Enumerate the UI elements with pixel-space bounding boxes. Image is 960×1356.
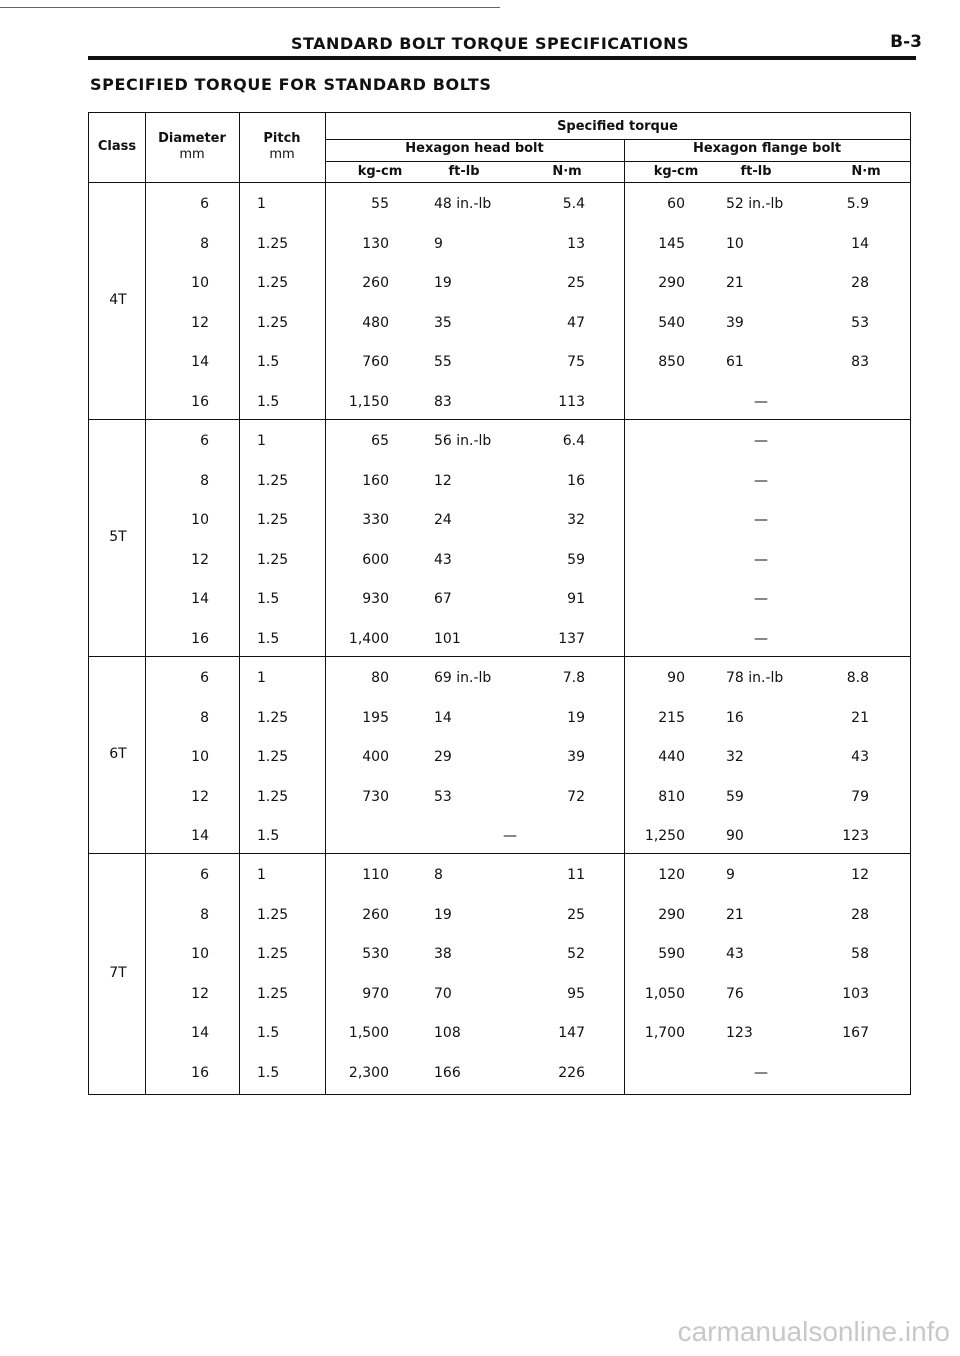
- table-cell: 166: [434, 1064, 461, 1081]
- table-cell: 110: [362, 867, 389, 883]
- table-cell: 1.25: [257, 472, 289, 489]
- table-cell: 52 in.-lb: [726, 196, 784, 212]
- table-cell: 43: [726, 946, 744, 962]
- group-divider: [89, 656, 910, 657]
- table-cell: 1.25: [257, 749, 289, 765]
- unit-ftlb: ft-lb: [448, 164, 480, 179]
- table-cell: 400: [362, 749, 389, 765]
- table-cell: 32: [726, 749, 744, 765]
- table-cell: 58: [851, 946, 869, 962]
- table-cell: —: [754, 551, 768, 568]
- table-cell: 14: [191, 354, 209, 370]
- table-cell: 69 in.-lb: [434, 670, 492, 686]
- table-cell: 9: [434, 235, 443, 252]
- page-header: [0, 30, 960, 60]
- table-cell: 21: [851, 709, 869, 726]
- table-cell: 19: [434, 906, 452, 923]
- table-cell: 590: [658, 946, 685, 962]
- table-cell: 16: [191, 393, 209, 410]
- table-cell: —: [754, 512, 768, 528]
- header-rule: [88, 56, 916, 60]
- table-cell: 1.25: [257, 235, 289, 252]
- pitch-unit: mm: [269, 147, 295, 162]
- table-cell: 67: [434, 591, 452, 607]
- table-cell: 5.4: [562, 196, 585, 212]
- table-cell: 55: [434, 354, 452, 370]
- table-cell: 113: [558, 393, 585, 410]
- table-cell: 11: [567, 867, 585, 883]
- table-cell: 6: [200, 196, 209, 212]
- table-cell: 65: [371, 433, 389, 449]
- header-bottom-rule: [89, 182, 910, 183]
- table-cell: 39: [567, 749, 585, 765]
- table-cell: 8: [200, 235, 209, 252]
- table-cell: 35: [434, 314, 452, 331]
- pitch-header: Pitch: [263, 131, 301, 146]
- table-cell: 1,050: [644, 985, 685, 1002]
- table-cell: 730: [362, 788, 389, 805]
- table-cell: 83: [851, 354, 869, 370]
- table-cell: —: [754, 393, 768, 410]
- table-cell: 480: [362, 314, 389, 331]
- table-cell: 10: [191, 749, 209, 765]
- table-cell: 48 in.-lb: [434, 196, 492, 212]
- table-cell: 1.5: [257, 1025, 280, 1041]
- table-cell: 1: [257, 867, 266, 883]
- table-cell: 10: [191, 512, 209, 528]
- table-cell: 1.5: [257, 630, 280, 647]
- table-cell: 78 in.-lb: [726, 670, 784, 686]
- table-cell: 260: [362, 906, 389, 923]
- unit-kgcm: kg-cm: [653, 164, 699, 179]
- table-cell: 137: [558, 630, 585, 647]
- table-cell: 59: [726, 788, 744, 805]
- table-cell: 12: [191, 985, 209, 1002]
- table-cell: 43: [851, 749, 869, 765]
- table-cell: 14: [191, 1025, 209, 1041]
- table-cell: 53: [434, 788, 452, 805]
- table-cell: 8: [200, 472, 209, 489]
- table-cell: 8: [200, 709, 209, 726]
- table-cell: 147: [558, 1025, 585, 1041]
- page-number: B-3: [890, 32, 922, 52]
- table-cell: 1.25: [257, 709, 289, 726]
- table-cell: 32: [567, 512, 585, 528]
- table-cell: 12: [851, 867, 869, 883]
- table-cell: 95: [567, 985, 585, 1002]
- class-header: Class: [97, 139, 137, 154]
- table-cell: 91: [567, 591, 585, 607]
- table-cell: 1.5: [257, 393, 280, 410]
- diameter-header: Diameter: [158, 131, 226, 146]
- table-cell: 21: [726, 275, 744, 291]
- table-cell: —: [754, 472, 768, 489]
- top-edge-rule: [0, 7, 500, 8]
- table-cell: 6: [200, 867, 209, 883]
- page-title: STANDARD BOLT TORQUE SPECIFICATIONS: [290, 34, 690, 53]
- table-cell: 1.25: [257, 551, 289, 568]
- table-cell: 28: [851, 906, 869, 923]
- group-divider: [89, 853, 910, 854]
- table-cell: 930: [362, 591, 389, 607]
- table-cell: 16: [191, 630, 209, 647]
- table-cell: 59: [567, 551, 585, 568]
- bolt-type-rule: [325, 161, 910, 162]
- table-cell: 39: [726, 314, 744, 331]
- table-cell: 19: [434, 275, 452, 291]
- table-cell: 1.5: [257, 1064, 280, 1081]
- table-cell: 1.25: [257, 512, 289, 528]
- table-cell: 1,500: [348, 1025, 389, 1041]
- table-cell: 14: [851, 235, 869, 252]
- table-cell: 79: [851, 788, 869, 805]
- table-cell: 12: [191, 551, 209, 568]
- table-cell: 47: [567, 314, 585, 331]
- table-cell: 1.5: [257, 591, 280, 607]
- table-cell: 10: [191, 946, 209, 962]
- torque-table: [88, 112, 911, 1095]
- table-cell: 6.4: [562, 433, 585, 449]
- table-cell: 1.25: [257, 985, 289, 1002]
- table-cell: 52: [567, 946, 585, 962]
- table-cell: 123: [842, 828, 869, 844]
- table-cell: 1: [257, 196, 266, 212]
- table-cell: 1.25: [257, 788, 289, 805]
- footer-watermark: carmanualsonline.info: [677, 1316, 950, 1347]
- table-cell: 13: [567, 235, 585, 252]
- table-cell: 43: [434, 551, 452, 568]
- table-cell: 83: [434, 393, 452, 410]
- table-cell: 8.8: [846, 670, 869, 686]
- section-title: SPECIFIED TORQUE FOR STANDARD BOLTS: [90, 75, 492, 94]
- table-cell: 2,300: [348, 1064, 389, 1081]
- table-cell: 76: [726, 985, 744, 1002]
- table-cell: 540: [658, 314, 685, 331]
- table-cell: 1.25: [257, 314, 289, 331]
- table-cell: 1.25: [257, 275, 289, 291]
- unit-nm: N·m: [851, 164, 881, 179]
- table-cell: 103: [842, 985, 869, 1002]
- table-cell: 760: [362, 354, 389, 370]
- table-cell: 5.9: [846, 196, 869, 212]
- table-cell: 8: [200, 906, 209, 923]
- table-cell: 14: [434, 709, 452, 726]
- table-cell: 25: [567, 906, 585, 923]
- table-cell: 12: [191, 314, 209, 331]
- table-cell: 108: [434, 1025, 461, 1041]
- table-cell: 24: [434, 512, 452, 528]
- table-cell: 25: [567, 275, 585, 291]
- table-cell: 1: [257, 670, 266, 686]
- class-label: 6T: [109, 745, 127, 762]
- group-divider: [89, 419, 910, 420]
- table-cell: 8: [434, 867, 443, 883]
- table-cell: 38: [434, 946, 452, 962]
- table-cell: 600: [362, 551, 389, 568]
- class-label: 5T: [109, 528, 127, 545]
- table-cell: 120: [658, 867, 685, 883]
- table-cell: 60: [667, 196, 685, 212]
- unit-ftlb: ft-lb: [740, 164, 772, 179]
- table-cell: 850: [658, 354, 685, 370]
- table-cell: —: [754, 630, 768, 647]
- specified-torque-rule: [325, 139, 910, 140]
- table-cell: 160: [362, 472, 389, 489]
- table-cell: 6: [200, 670, 209, 686]
- table-cell: 55: [371, 196, 389, 212]
- diameter-column-divider: [239, 113, 240, 1094]
- table-cell: 16: [726, 709, 744, 726]
- unit-kgcm: kg-cm: [357, 164, 403, 179]
- class-label: 4T: [109, 291, 127, 308]
- table-cell: 290: [658, 275, 685, 291]
- table-cell: 226: [558, 1064, 585, 1081]
- table-cell: 530: [362, 946, 389, 962]
- table-cell: 1.25: [257, 946, 289, 962]
- table-cell: 28: [851, 275, 869, 291]
- table-cell: 1: [257, 433, 266, 449]
- table-cell: 1.5: [257, 354, 280, 370]
- class-label: 7T: [109, 964, 127, 981]
- table-cell: 195: [362, 709, 389, 726]
- table-cell: 1,700: [644, 1025, 685, 1041]
- table-cell: 215: [658, 709, 685, 726]
- table-cell: 290: [658, 906, 685, 923]
- table-cell: 12: [434, 472, 452, 489]
- table-cell: 6: [200, 433, 209, 449]
- table-cell: 90: [726, 828, 744, 844]
- table-cell: 1,250: [644, 828, 685, 844]
- table-cell: 16: [191, 1064, 209, 1081]
- table-cell: 101: [434, 630, 461, 647]
- hex-flange-header: Hexagon flange bolt: [692, 141, 842, 156]
- table-cell: 21: [726, 906, 744, 923]
- table-cell: 14: [191, 591, 209, 607]
- table-cell: —: [754, 433, 768, 449]
- table-cell: 1.5: [257, 828, 280, 844]
- table-cell: 440: [658, 749, 685, 765]
- table-cell: 70: [434, 985, 452, 1002]
- table-cell: 19: [567, 709, 585, 726]
- table-cell: 130: [362, 235, 389, 252]
- table-cell: 12: [191, 788, 209, 805]
- hex-head-header: Hexagon head bolt: [405, 141, 544, 156]
- table-cell: 10: [726, 235, 744, 252]
- table-cell: —: [754, 1064, 768, 1081]
- table-cell: 1,150: [348, 393, 389, 410]
- table-cell: 260: [362, 275, 389, 291]
- table-cell: 1.25: [257, 906, 289, 923]
- table-cell: 29: [434, 749, 452, 765]
- table-cell: 1,400: [348, 630, 389, 647]
- table-cell: 90: [667, 670, 685, 686]
- table-cell: 10: [191, 275, 209, 291]
- table-cell: 80: [371, 670, 389, 686]
- table-cell: 167: [842, 1025, 869, 1041]
- table-cell: —: [503, 828, 517, 844]
- table-cell: 75: [567, 354, 585, 370]
- unit-nm: N·m: [552, 164, 582, 179]
- table-cell: 56 in.-lb: [434, 433, 492, 449]
- diameter-unit: mm: [179, 147, 205, 162]
- table-cell: 7.8: [562, 670, 585, 686]
- table-cell: 16: [567, 472, 585, 489]
- specified-torque-header: Specified torque: [557, 119, 678, 134]
- table-cell: 970: [362, 985, 389, 1002]
- table-cell: 123: [726, 1025, 753, 1041]
- table-cell: 810: [658, 788, 685, 805]
- table-cell: 61: [726, 354, 744, 370]
- table-cell: 330: [362, 512, 389, 528]
- table-cell: 14: [191, 828, 209, 844]
- table-cell: 72: [567, 788, 585, 805]
- table-cell: 53: [851, 314, 869, 331]
- table-cell: 9: [726, 867, 735, 883]
- table-cell: —: [754, 591, 768, 607]
- table-cell: 145: [658, 235, 685, 252]
